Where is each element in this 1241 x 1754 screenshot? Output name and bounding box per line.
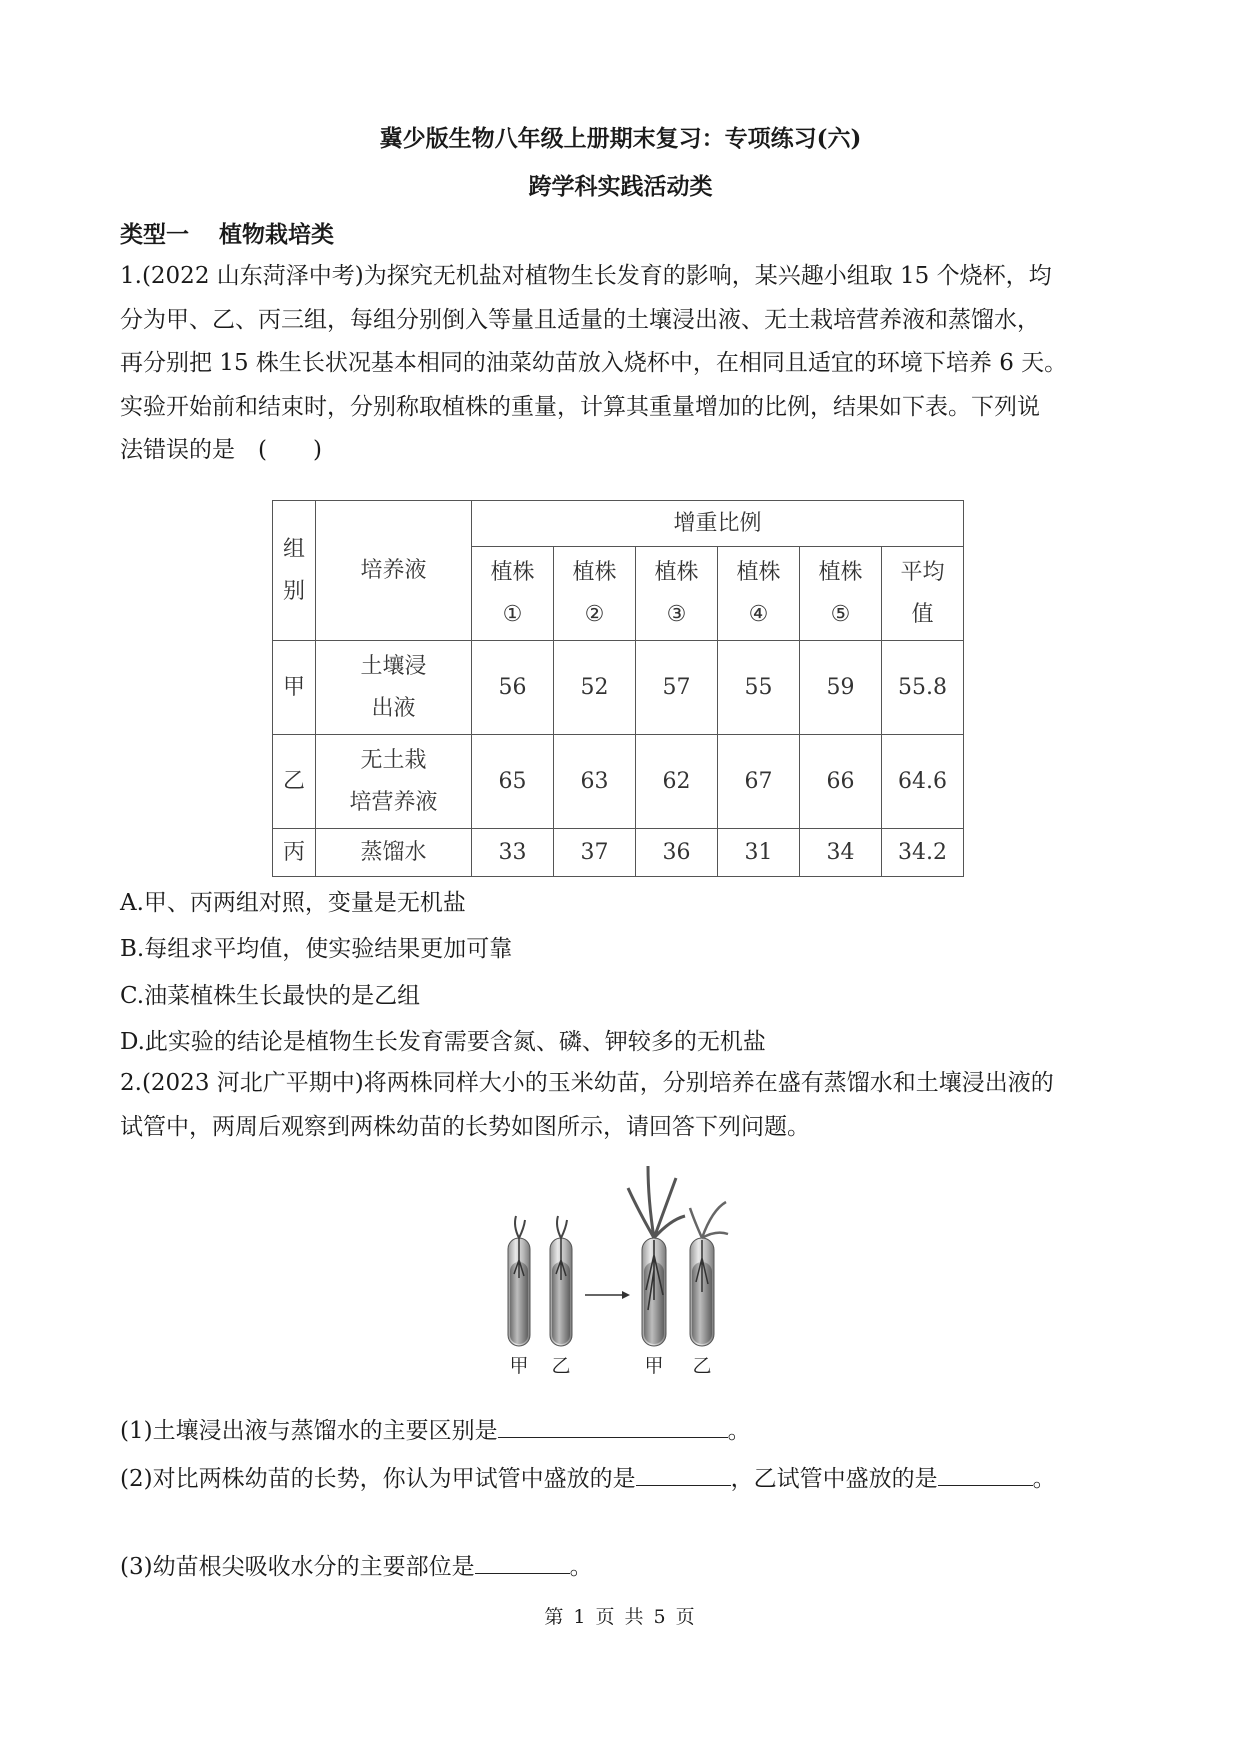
table-cell: 62 bbox=[636, 735, 718, 829]
answer-blank-4[interactable] bbox=[475, 1551, 570, 1574]
label-before-yi: 乙 bbox=[551, 1355, 571, 1377]
tube-before-jia bbox=[508, 1216, 530, 1346]
arrow-icon bbox=[585, 1291, 630, 1299]
table-cell: 66 bbox=[800, 735, 882, 829]
table-cell: 55.8 bbox=[882, 641, 964, 735]
answer-blank-1[interactable] bbox=[498, 1415, 728, 1438]
row-group: 丙 bbox=[273, 829, 316, 877]
subheader-plant-3: 植株 ③ bbox=[636, 547, 718, 641]
table-cell: 63 bbox=[554, 735, 636, 829]
table-cell: 33 bbox=[472, 829, 554, 877]
section-name: 植物栽培类 bbox=[219, 221, 334, 248]
results-table bbox=[272, 500, 964, 877]
table-cell: 64.6 bbox=[882, 735, 964, 829]
answer-blank-3[interactable] bbox=[938, 1463, 1033, 1486]
table-cell: 36 bbox=[636, 829, 718, 877]
subheader-plant-1: 植株 ① bbox=[472, 547, 554, 641]
subheader-plant-2: 植株 ② bbox=[554, 547, 636, 641]
option-b: B.每组求平均值，使实验结果更加可靠 bbox=[120, 936, 513, 962]
row-medium: 土壤浸 出液 bbox=[316, 641, 472, 735]
row-medium: 蒸馏水 bbox=[316, 829, 472, 877]
option-a: A.甲、丙两组对照，变量是无机盐 bbox=[120, 890, 466, 916]
subheader-plant-5: 植株 ⑤ bbox=[800, 547, 882, 641]
q1-line: 1.(2022 山东菏泽中考)为探究无机盐对植物生长发育的影响，某兴趣小组取 15 个烧杯，均 bbox=[120, 263, 1052, 289]
table-cell: 37 bbox=[554, 829, 636, 877]
table-cell: 56 bbox=[472, 641, 554, 735]
row-medium: 无土栽 培营养液 bbox=[316, 735, 472, 829]
seedling-test-tube-figure bbox=[480, 1160, 780, 1380]
tube-before-yi bbox=[550, 1216, 572, 1346]
q1-line: 法错误的是 ( ) bbox=[120, 437, 322, 463]
table-cell: 57 bbox=[636, 641, 718, 735]
tube-after-yi bbox=[690, 1202, 728, 1346]
table-cell: 52 bbox=[554, 641, 636, 735]
answer-blank-2[interactable] bbox=[636, 1463, 731, 1486]
table-cell: 34.2 bbox=[882, 829, 964, 877]
table-cell: 34 bbox=[800, 829, 882, 877]
page-number: 第 1 页 共 5 页 bbox=[544, 1606, 697, 1628]
row-group: 甲 bbox=[273, 641, 316, 735]
section-heading bbox=[120, 216, 334, 249]
table-row bbox=[273, 641, 964, 735]
subheader-plant-4: 植株 ④ bbox=[718, 547, 800, 641]
table-row bbox=[273, 829, 964, 877]
option-d: D.此实验的结论是植物生长发育需要含氮、磷、钾较多的无机盐 bbox=[120, 1029, 766, 1055]
q2-sub-2: (2)对比两株幼苗的长势，你认为甲试管中盛放的是 ，乙试管中盛放的是 。 bbox=[120, 1460, 1056, 1493]
table-cell: 67 bbox=[718, 735, 800, 829]
table-cell: 31 bbox=[718, 829, 800, 877]
page-subtitle: 跨学科实践活动类 bbox=[528, 173, 713, 200]
tube-after-jia bbox=[628, 1166, 685, 1346]
label-before-jia: 甲 bbox=[509, 1355, 529, 1377]
header-ratio: 增重比例 bbox=[472, 501, 964, 547]
label-after-yi: 乙 bbox=[692, 1355, 712, 1377]
q1-line: 分为甲、乙、丙三组，每组分别倒入等量且适量的土壤浸出液、无土栽培营养液和蒸馏水， bbox=[120, 306, 1040, 333]
q2-sub-1: (1)土壤浸出液与蒸馏水的主要区别是 。 bbox=[120, 1412, 751, 1445]
subheader-average: 平均 值 bbox=[882, 547, 964, 641]
label-after-jia: 甲 bbox=[644, 1355, 664, 1377]
question-1-stem bbox=[120, 255, 1130, 473]
header-group: 组 别 bbox=[273, 501, 316, 641]
question-2-stem bbox=[120, 1062, 1130, 1149]
q1-line: 实验开始前和结束时，分别称取植株的重量，计算其重量增加的比例，结果如下表。下列说 bbox=[120, 393, 1040, 420]
q2-line: 试管中，两周后观察到两株幼苗的长势如图所示，请回答下列问题。 bbox=[120, 1113, 810, 1140]
table-cell: 55 bbox=[718, 641, 800, 735]
header-medium: 培养液 bbox=[316, 501, 472, 641]
row-group: 乙 bbox=[273, 735, 316, 829]
table-cell: 59 bbox=[800, 641, 882, 735]
page-title: 冀少版生物八年级上册期末复习：专项练习(六) bbox=[379, 125, 862, 152]
table-row bbox=[273, 735, 964, 829]
table-cell: 65 bbox=[472, 735, 554, 829]
q2-sub-3: (3)幼苗根尖吸收水分的主要部位是 。 bbox=[120, 1548, 593, 1581]
q1-line: 再分别把 15 株生长状况基本相同的油菜幼苗放入烧杯中，在相同且适宜的环境下培养 6 天。 bbox=[120, 350, 1068, 376]
section-label: 类型一 bbox=[120, 221, 189, 248]
q2-line: 2.(2023 河北广平期中)将两株同样大小的玉米幼苗，分别培养在盛有蒸馏水和土壤浸出液的 bbox=[120, 1070, 1054, 1096]
option-c: C.油菜植株生长最快的是乙组 bbox=[120, 983, 421, 1009]
